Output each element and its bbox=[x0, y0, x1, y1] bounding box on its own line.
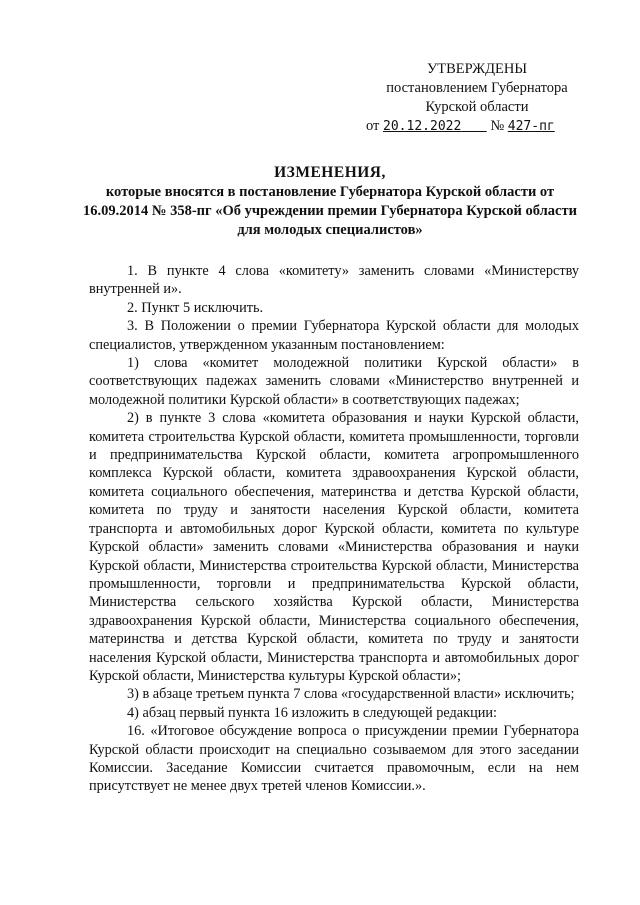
paragraph-5: 2) в пункте 3 слова «комитета образования и науки Курской области, комитета строительства Курской области, комитета промышленности, торговли и предпринимательства Курской области, комитета агропромышленного комплекса Курской области, комитета здравоохранения Курской области, комитета социального обеспечения, материнства и детства Курской области, комитета по труду и занятости населения Курской области, комитета транспорта и автомобильных дорог Курской области, комитета по культуре Курской области» заменить словами «Министерства образования и науки Курской области, Министерства строительства Курской области, Министерства промышленности, торговли и предпринимательства Курской области, Министерства сельского хозяйства Курской области, Министерства здравоохранения Курской области, Министерства социального обеспечения, материнства и детства Курской области, комитета по труду и занятости населения Курской области, Министерства транспорта и автомобильных дорог Курской области, Министерства культуры Курской области»; bbox=[89, 410, 579, 684]
approval-line-2: Курской области bbox=[425, 99, 529, 115]
approval-date-row bbox=[362, 117, 592, 136]
paragraph-4: 1) слова «комитет молодежной политики Курской области» в соответствующих падежах заменить словами «Министерство внутренней и молодежной политики Курской области» в соответствующих падежах; bbox=[89, 355, 579, 408]
date-underline bbox=[461, 118, 486, 134]
approval-line-1: постановлением Губернатора bbox=[386, 80, 568, 96]
document-title bbox=[80, 163, 580, 240]
paragraph-3: 3. В Положении о премии Губернатора Курской области для молодых специалистов, утвержденном указанным постановлением: bbox=[89, 318, 579, 353]
document-body bbox=[89, 262, 579, 796]
paragraph-1: 1. В пункте 4 слова «комитету» заменить словами «Министерству внутренней и». bbox=[89, 263, 579, 298]
approval-heading: УТВЕРЖДЕНЫ bbox=[426, 61, 528, 77]
paragraph-2: 2. Пункт 5 исключить. bbox=[127, 299, 264, 316]
title-subtitle: которые вносятся в постановление Губернатора Курской области от 16.09.2014 № 358-пг «Об учреждении премии Губернатора Курской области для молодых специалистов» bbox=[83, 184, 577, 238]
date-prefix: от bbox=[366, 118, 380, 134]
approval-stamp bbox=[362, 60, 592, 136]
paragraph-6: 3) в абзаце третьем пункта 7 слова «государственной власти» исключить; bbox=[127, 686, 575, 703]
paragraph-8: 16. «Итоговое обсуждение вопроса о присуждении премии Губернатора Курской области происходит на специально созываемом для этого заседании Комиссии. Заседание Комиссии считается правомочным, если на нем присутствует не менее двух третей членов Комиссии.». bbox=[89, 723, 579, 795]
date-value: 20.12.2022 bbox=[383, 119, 462, 134]
number-value: 427-пг bbox=[507, 119, 555, 134]
number-sign: № bbox=[490, 118, 505, 134]
paragraph-7: 4) абзац первый пункта 16 изложить в следующей редакции: bbox=[127, 704, 498, 721]
title-main: ИЗМЕНЕНИЯ, bbox=[274, 164, 386, 181]
